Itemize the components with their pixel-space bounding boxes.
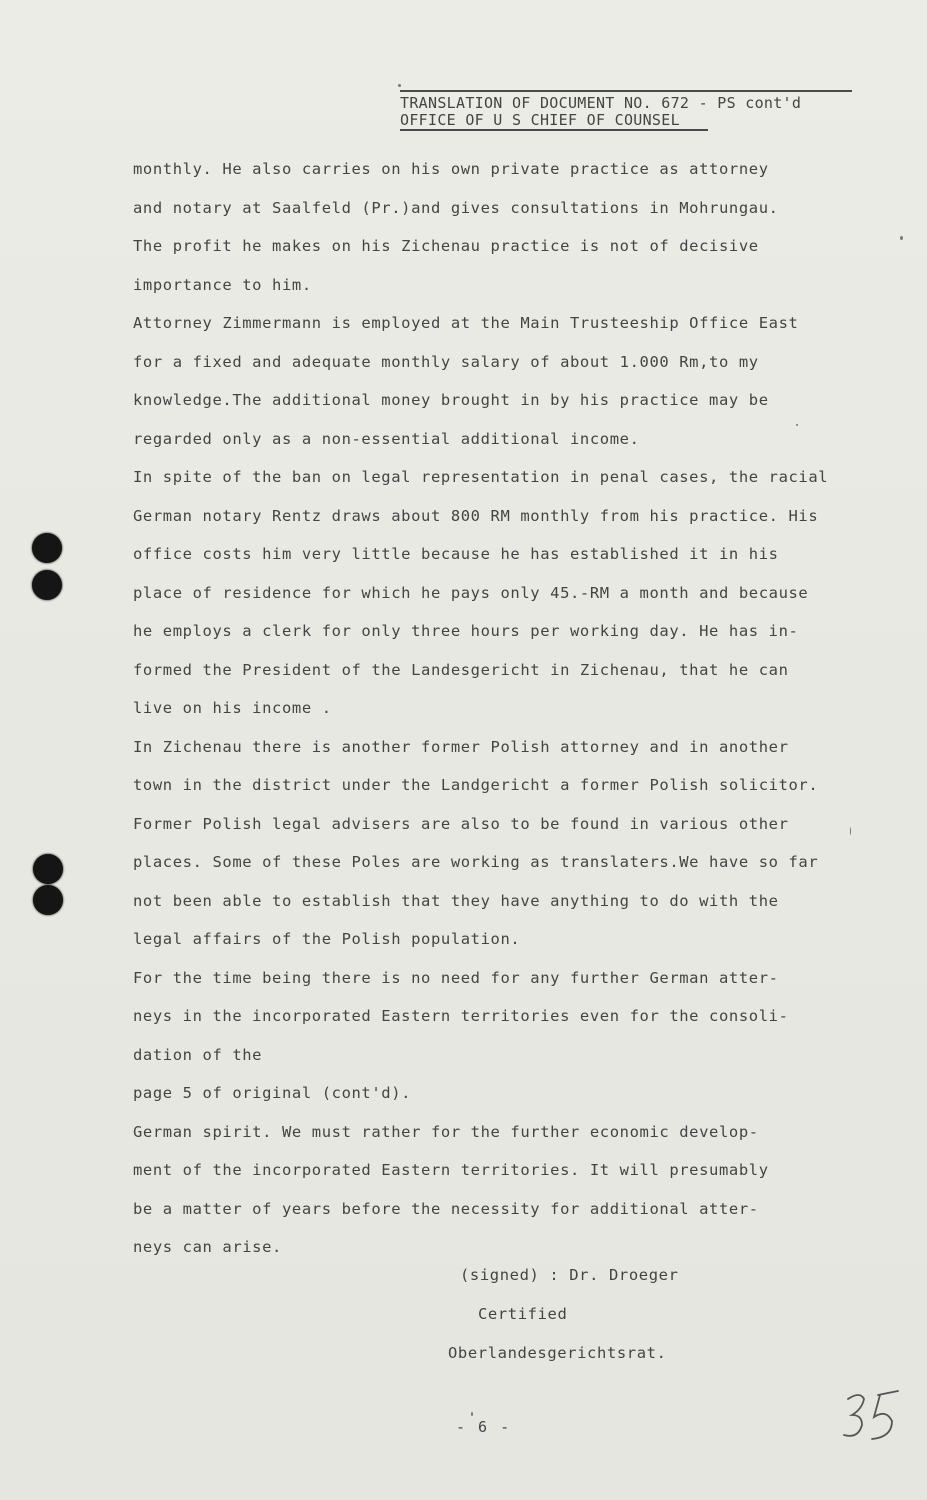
speck [900, 236, 903, 240]
body-line: he employs a clerk for only three hours per working day. He has in- [133, 622, 799, 640]
page-number: - 6 - [456, 1418, 512, 1436]
body-line: neys in the incorporated Eastern territories even for the consoli- [133, 1007, 789, 1025]
body-line: page 5 of original (cont'd). [133, 1084, 412, 1102]
signature-certified: Certified [478, 1305, 568, 1323]
punch-hole [32, 570, 62, 600]
body-line: dation of the [133, 1045, 263, 1064]
body-line: formed the President of the Landesgericht in Zichenau, that he can [133, 660, 789, 679]
body-line: be a matter of years before the necessity for additional atter- [133, 1199, 759, 1218]
document-body [133, 150, 853, 1267]
header-office: OFFICE OF U S CHIEF OF COUNSEL [400, 112, 708, 131]
punch-hole [33, 885, 63, 915]
body-line: The profit he makes on his Zichenau practice is not of decisive [133, 237, 759, 255]
body-line: monthly. He also carries on his own private practice as attorney [133, 160, 769, 178]
body-line: knowledge.The additional money brought in by his practice may be [133, 391, 769, 409]
body-line: live on his income . [133, 699, 332, 717]
body-line: Attorney Zimmermann is employed at the Main Trusteeship Office East [133, 314, 799, 332]
body-line: Former Polish legal advisers are also to be found in various other [133, 814, 789, 833]
body-line: German spirit. We must rather for the further economic develop- [133, 1122, 759, 1141]
body-line: place of residence for which he pays only 45.-RM a month and because [133, 583, 809, 602]
body-line: neys can arise. [133, 1238, 282, 1256]
punch-hole [33, 854, 63, 884]
header-title: TRANSLATION OF DOCUMENT NO. 672 - PS cont'd [400, 94, 802, 112]
speck [796, 424, 798, 426]
body-line: In spite of the ban on legal representation in penal cases, the racial [133, 468, 829, 486]
body-line: For the time being there is no need for any further German atter- [133, 968, 779, 987]
body-line: legal affairs of the Polish population. [133, 930, 521, 948]
body-line: regarded only as a non-essential additional income. [133, 429, 640, 448]
signature-signed: (signed) : Dr. Droeger [460, 1266, 679, 1284]
body-line: and notary at Saalfeld (Pr.)and gives consultations in Mohrungau. [133, 198, 779, 217]
speck [471, 1412, 473, 1416]
body-line: In Zichenau there is another former Polish attorney and in another [133, 737, 789, 756]
speck [398, 84, 401, 87]
punch-hole [32, 533, 62, 563]
body-line: office costs him very little because he has established it in his [133, 545, 779, 563]
body-line: places. Some of these Poles are working as translaters.We have so far [133, 853, 819, 871]
body-line: importance to him. [133, 275, 312, 294]
handwritten-page-number [838, 1385, 908, 1445]
body-line: ment of the incorporated Eastern territories. It will presumably [133, 1161, 769, 1179]
body-line: not been able to establish that they have anything to do with the [133, 891, 779, 910]
body-line: German notary Rentz draws about 800 RM monthly from his practice. His [133, 506, 819, 525]
speck [850, 827, 851, 835]
signature-title: Oberlandesgerichtsrat. [448, 1344, 667, 1362]
body-line: for a fixed and adequate monthly salary of about 1.000 Rm,to my [133, 352, 759, 371]
header-top-rule [400, 90, 852, 92]
body-line: town in the district under the Landgericht a former Polish solicitor. [133, 776, 819, 794]
document-header [400, 90, 852, 131]
